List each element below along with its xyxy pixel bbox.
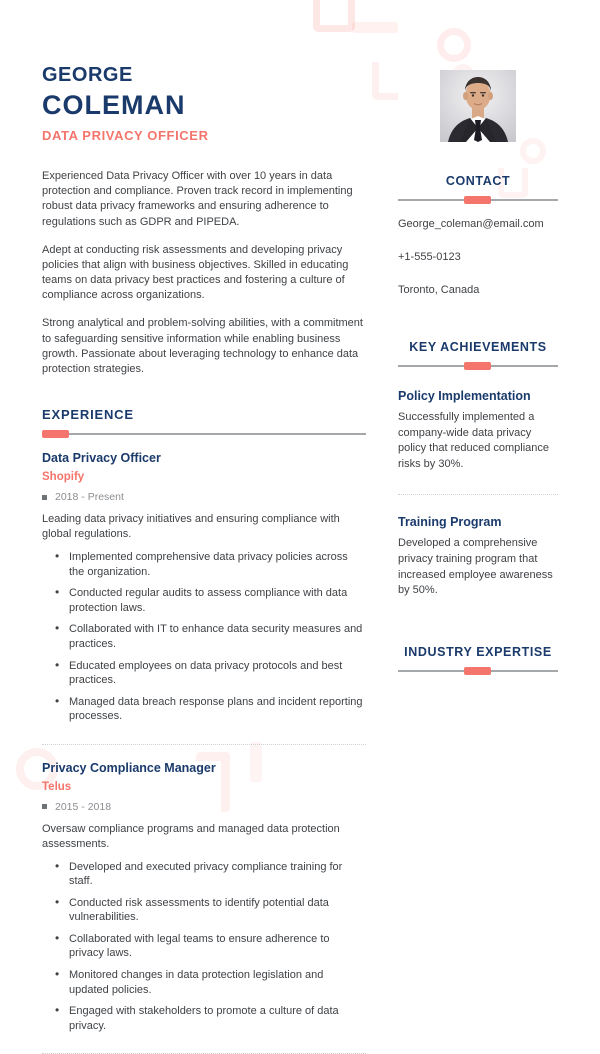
- job-company: Telus: [42, 780, 72, 793]
- profile-photo: [440, 70, 516, 142]
- job-bullet: • Implemented comprehensive data privacy policies across the organization.: [42, 550, 366, 579]
- expertise-section: [398, 645, 558, 672]
- section-rule: [42, 433, 366, 435]
- sidebar: [398, 0, 558, 1054]
- achievement-list: [398, 389, 558, 599]
- achievements-section: [398, 340, 558, 599]
- rule-accent-bar: [464, 362, 491, 370]
- job-date-text: 2015 - 2018: [55, 800, 112, 813]
- experience-heading: EXPERIENCE: [42, 407, 134, 423]
- contact-section: [398, 174, 558, 296]
- job-description: Leading data privacy initiatives and ensuring compliance with global regulations.: [42, 513, 340, 541]
- job-company: Shopify: [42, 471, 85, 484]
- date-square-icon: [42, 495, 47, 500]
- job-date-text: 2018 - Present: [55, 491, 124, 504]
- achievement-description: Successfully implemented a company-wide data privacy policy that reduced compliance risks by 30%.: [398, 411, 550, 470]
- headline-job-title: DATA PRIVACY OFFICER: [42, 128, 209, 143]
- job-bullet: • Conducted regular audits to assess compliance with data protection laws.: [42, 586, 366, 615]
- job-bullet: • Developed and executed privacy compliance training for staff.: [42, 860, 366, 889]
- contact-heading: CONTACT: [445, 174, 511, 188]
- expertise-heading: INDUSTRY EXPERTISE: [404, 644, 552, 659]
- job-bullet: • Educated employees on data privacy protocols and best practices.: [42, 659, 366, 688]
- achievement-item: [398, 494, 558, 598]
- contact-item: George_coleman@email.com: [398, 218, 544, 230]
- job-dates: [42, 801, 366, 813]
- section-rule: [398, 365, 558, 367]
- job-bullet: • Conducted risk assessments to identify potential data vulnerabilities.: [42, 896, 366, 925]
- job-bullet-list: [42, 550, 366, 723]
- job-dates: [42, 491, 366, 503]
- achievements-heading: KEY ACHIEVEMENTS: [409, 340, 547, 354]
- rule-accent-bar: [42, 430, 69, 438]
- job-bullet: • Managed data breach response plans and incident reporting processes.: [42, 695, 366, 724]
- job-bullet-list: [42, 860, 366, 1033]
- headshot-photo: [440, 70, 516, 142]
- achievement-item: [398, 389, 558, 472]
- rule-accent-bar: [464, 196, 491, 204]
- job-position: Data Privacy Officer: [42, 451, 161, 466]
- job-entry: [42, 761, 366, 1054]
- job-bullet: • Monitored changes in data protection legislation and updated policies.: [42, 968, 366, 997]
- section-divider: [42, 744, 366, 745]
- achievement-title: Policy Implementation: [398, 389, 531, 403]
- rule-accent-bar: [464, 667, 491, 675]
- job-bullet: • Collaborated with IT to enhance data security measures and practices.: [42, 622, 366, 651]
- summary-paragraph: Adept at conducting risk assessments and developing privacy policies that align with business objectives. Skilled in educating teams on data privacy best practices and fostering a culture of compliance across organizations.: [42, 243, 349, 302]
- date-square-icon: [42, 804, 47, 809]
- resume-header: [42, 64, 366, 143]
- job-list: [42, 451, 366, 1054]
- section-rule: [398, 199, 558, 201]
- first-name: GEORGE: [42, 64, 133, 86]
- job-bullet: • Collaborated with legal teams to ensure adherence to privacy laws.: [42, 932, 366, 961]
- section-rule: [398, 670, 558, 672]
- experience-section: [42, 407, 366, 1054]
- summary-section: [42, 169, 366, 377]
- section-divider: [398, 494, 558, 495]
- contact-item: +1-555-0123: [398, 251, 461, 263]
- contact-list: [398, 218, 558, 296]
- job-position: Privacy Compliance Manager: [42, 760, 216, 775]
- achievement-description: Developed a comprehensive privacy training program that increased employee awareness by 50%.: [398, 537, 553, 597]
- job-entry: [42, 451, 366, 745]
- main-column: [42, 0, 366, 1054]
- job-bullet: • Engaged with stakeholders to promote a culture of data privacy.: [42, 1004, 366, 1033]
- last-name: COLEMAN: [42, 90, 186, 120]
- achievement-title: Training Program: [398, 515, 502, 530]
- summary-paragraph: Experienced Data Privacy Officer with over 10 years in data protection and compliance. Proven track record in implementing robust data privacy frameworks and ensuring adherence to regulations such as GDPR and PIPEDA.: [42, 170, 353, 228]
- job-description: Oversaw compliance programs and managed data protection assessments.: [42, 822, 340, 850]
- contact-item: Toronto, Canada: [398, 284, 480, 296]
- summary-paragraph: Strong analytical and problem-solving abilities, with a commitment to safeguarding sensitive information while enabling business growth. Passionate about leveraging technology to enhance data protection strategies.: [42, 317, 363, 375]
